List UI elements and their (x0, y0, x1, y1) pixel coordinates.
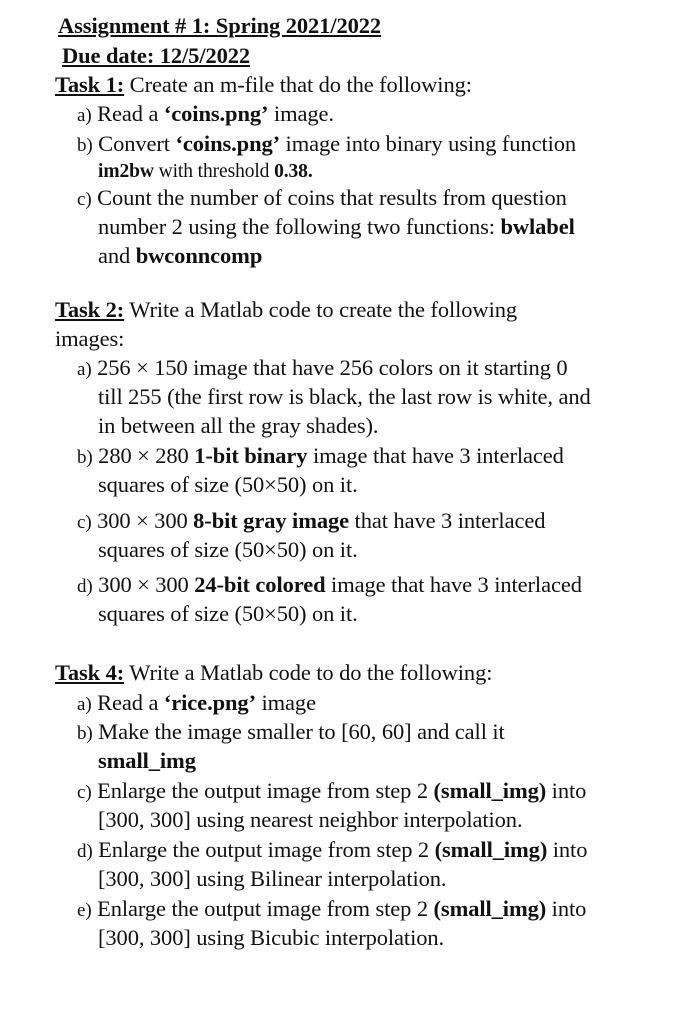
task1-item-c-line2 (98, 213, 575, 241)
task2-heading-line (55, 296, 517, 324)
task2-intro: Write a Matlab code to create the following (124, 297, 518, 322)
item-text: that have 3 interlaced (349, 508, 546, 533)
task4-item-a (77, 689, 316, 719)
assignment-title: Assignment # 1: Spring 2021/2022 (58, 13, 382, 38)
task4-intro: Write a Matlab code to do the following: (124, 660, 493, 685)
task4-item-c-line2: [300, 300] using nearest neighbor interpolation. (98, 807, 523, 832)
item-text: Read a (91, 101, 164, 126)
item-label: b) (77, 135, 93, 156)
item-text: Enlarge the output image from step 2 (91, 896, 434, 921)
task2-intro-line2: images: (55, 326, 125, 351)
item-text: Convert (92, 131, 176, 156)
item-bold: 1-bit binary (194, 443, 308, 468)
item-label: b) (77, 723, 93, 744)
task2-item-b-line2: squares of size (50×50) on it. (98, 472, 358, 497)
item-text: 280 × 280 (92, 443, 195, 468)
item-text: Enlarge the output image from step 2 (91, 778, 434, 803)
task1-item-b-line2 (98, 158, 313, 186)
task1-item-c-line3 (98, 242, 262, 270)
item-text: image that have 3 interlaced (325, 572, 582, 597)
item-text: 300 × 300 (91, 508, 194, 533)
item-label: c) (77, 782, 92, 803)
item-bold: im2bw (98, 161, 154, 182)
item-text: into (546, 778, 587, 803)
item-bold: (small_img) (434, 837, 548, 862)
item-text: Make the image smaller to [60, 60] and call it (92, 719, 505, 744)
item-label: e) (77, 900, 92, 921)
item-label: a) (77, 359, 92, 380)
item-bold: 24-bit colored (194, 572, 326, 597)
task2-item-a-line2: till 255 (the first row is black, the last row is white, and (98, 384, 591, 409)
item-bold: ‘coins.png’ (175, 131, 281, 156)
item-text: with threshold (153, 161, 275, 182)
item-text: Read a (91, 690, 164, 715)
task1-intro: Create an m-file that do the following: (124, 72, 472, 97)
item-text: Count the number of coins that results from question (91, 185, 567, 210)
task1-item-b (77, 130, 576, 160)
item-text: number 2 using the following two functions: (98, 214, 501, 239)
task2-item-a-line3: in between all the gray shades). (98, 413, 379, 438)
item-bold: 8-bit gray image (193, 508, 350, 533)
item-bold: ‘coins.png’ (163, 101, 269, 126)
task2-item-a (77, 354, 568, 384)
item-text: image into binary using function (280, 131, 577, 156)
task2-item-c-line2: squares of size (50×50) on it. (98, 537, 358, 562)
item-text: into (547, 837, 588, 862)
item-text: 256 × 150 image that have 256 colors on it starting 0 (91, 355, 568, 380)
task2-item-b (77, 442, 564, 472)
due-date: Due date: 12/5/2022 (62, 43, 251, 68)
item-label: c) (77, 512, 92, 533)
item-bold: (small_img) (433, 778, 547, 803)
item-label: a) (77, 105, 92, 126)
task1-item-a (77, 100, 334, 130)
item-label: c) (77, 189, 92, 210)
item-bold: 0.38. (274, 161, 313, 182)
task4-item-e (77, 895, 586, 925)
task4-item-d (77, 836, 587, 866)
item-bold: ‘rice.png’ (163, 690, 256, 715)
task2-heading: Task 2: (55, 297, 125, 322)
task4-item-b (77, 718, 505, 748)
task2-item-d-line2: squares of size (50×50) on it. (98, 601, 358, 626)
task1-heading: Task 1: (55, 72, 125, 97)
item-label: b) (77, 447, 93, 468)
task2-item-c (77, 507, 545, 537)
item-bold: (small_img) (433, 896, 547, 921)
task4-item-c (77, 777, 586, 807)
item-label: d) (77, 576, 93, 597)
item-text: and (98, 243, 136, 268)
item-text: into (546, 896, 587, 921)
task4-heading: Task 4: (55, 660, 125, 685)
item-bold: bwconncomp (135, 243, 263, 268)
item-text: Enlarge the output image from step 2 (92, 837, 435, 862)
task4-heading-line (55, 659, 492, 687)
task1-heading-line (55, 71, 472, 99)
task2-item-d (77, 571, 582, 601)
item-label: d) (77, 841, 93, 862)
item-label: a) (77, 694, 92, 715)
item-text: image. (268, 101, 334, 126)
task4-item-e-line2: [300, 300] using Bicubic interpolation. (98, 925, 445, 950)
item-bold: bwlabel (500, 214, 575, 239)
item-text: image (255, 690, 316, 715)
item-text: image that have 3 interlaced (307, 443, 564, 468)
task1-item-c (77, 184, 567, 214)
item-text: 300 × 300 (92, 572, 195, 597)
task4-item-b-line2: small_img (98, 748, 196, 773)
task4-item-d-line2: [300, 300] using Bilinear interpolation. (98, 866, 447, 891)
